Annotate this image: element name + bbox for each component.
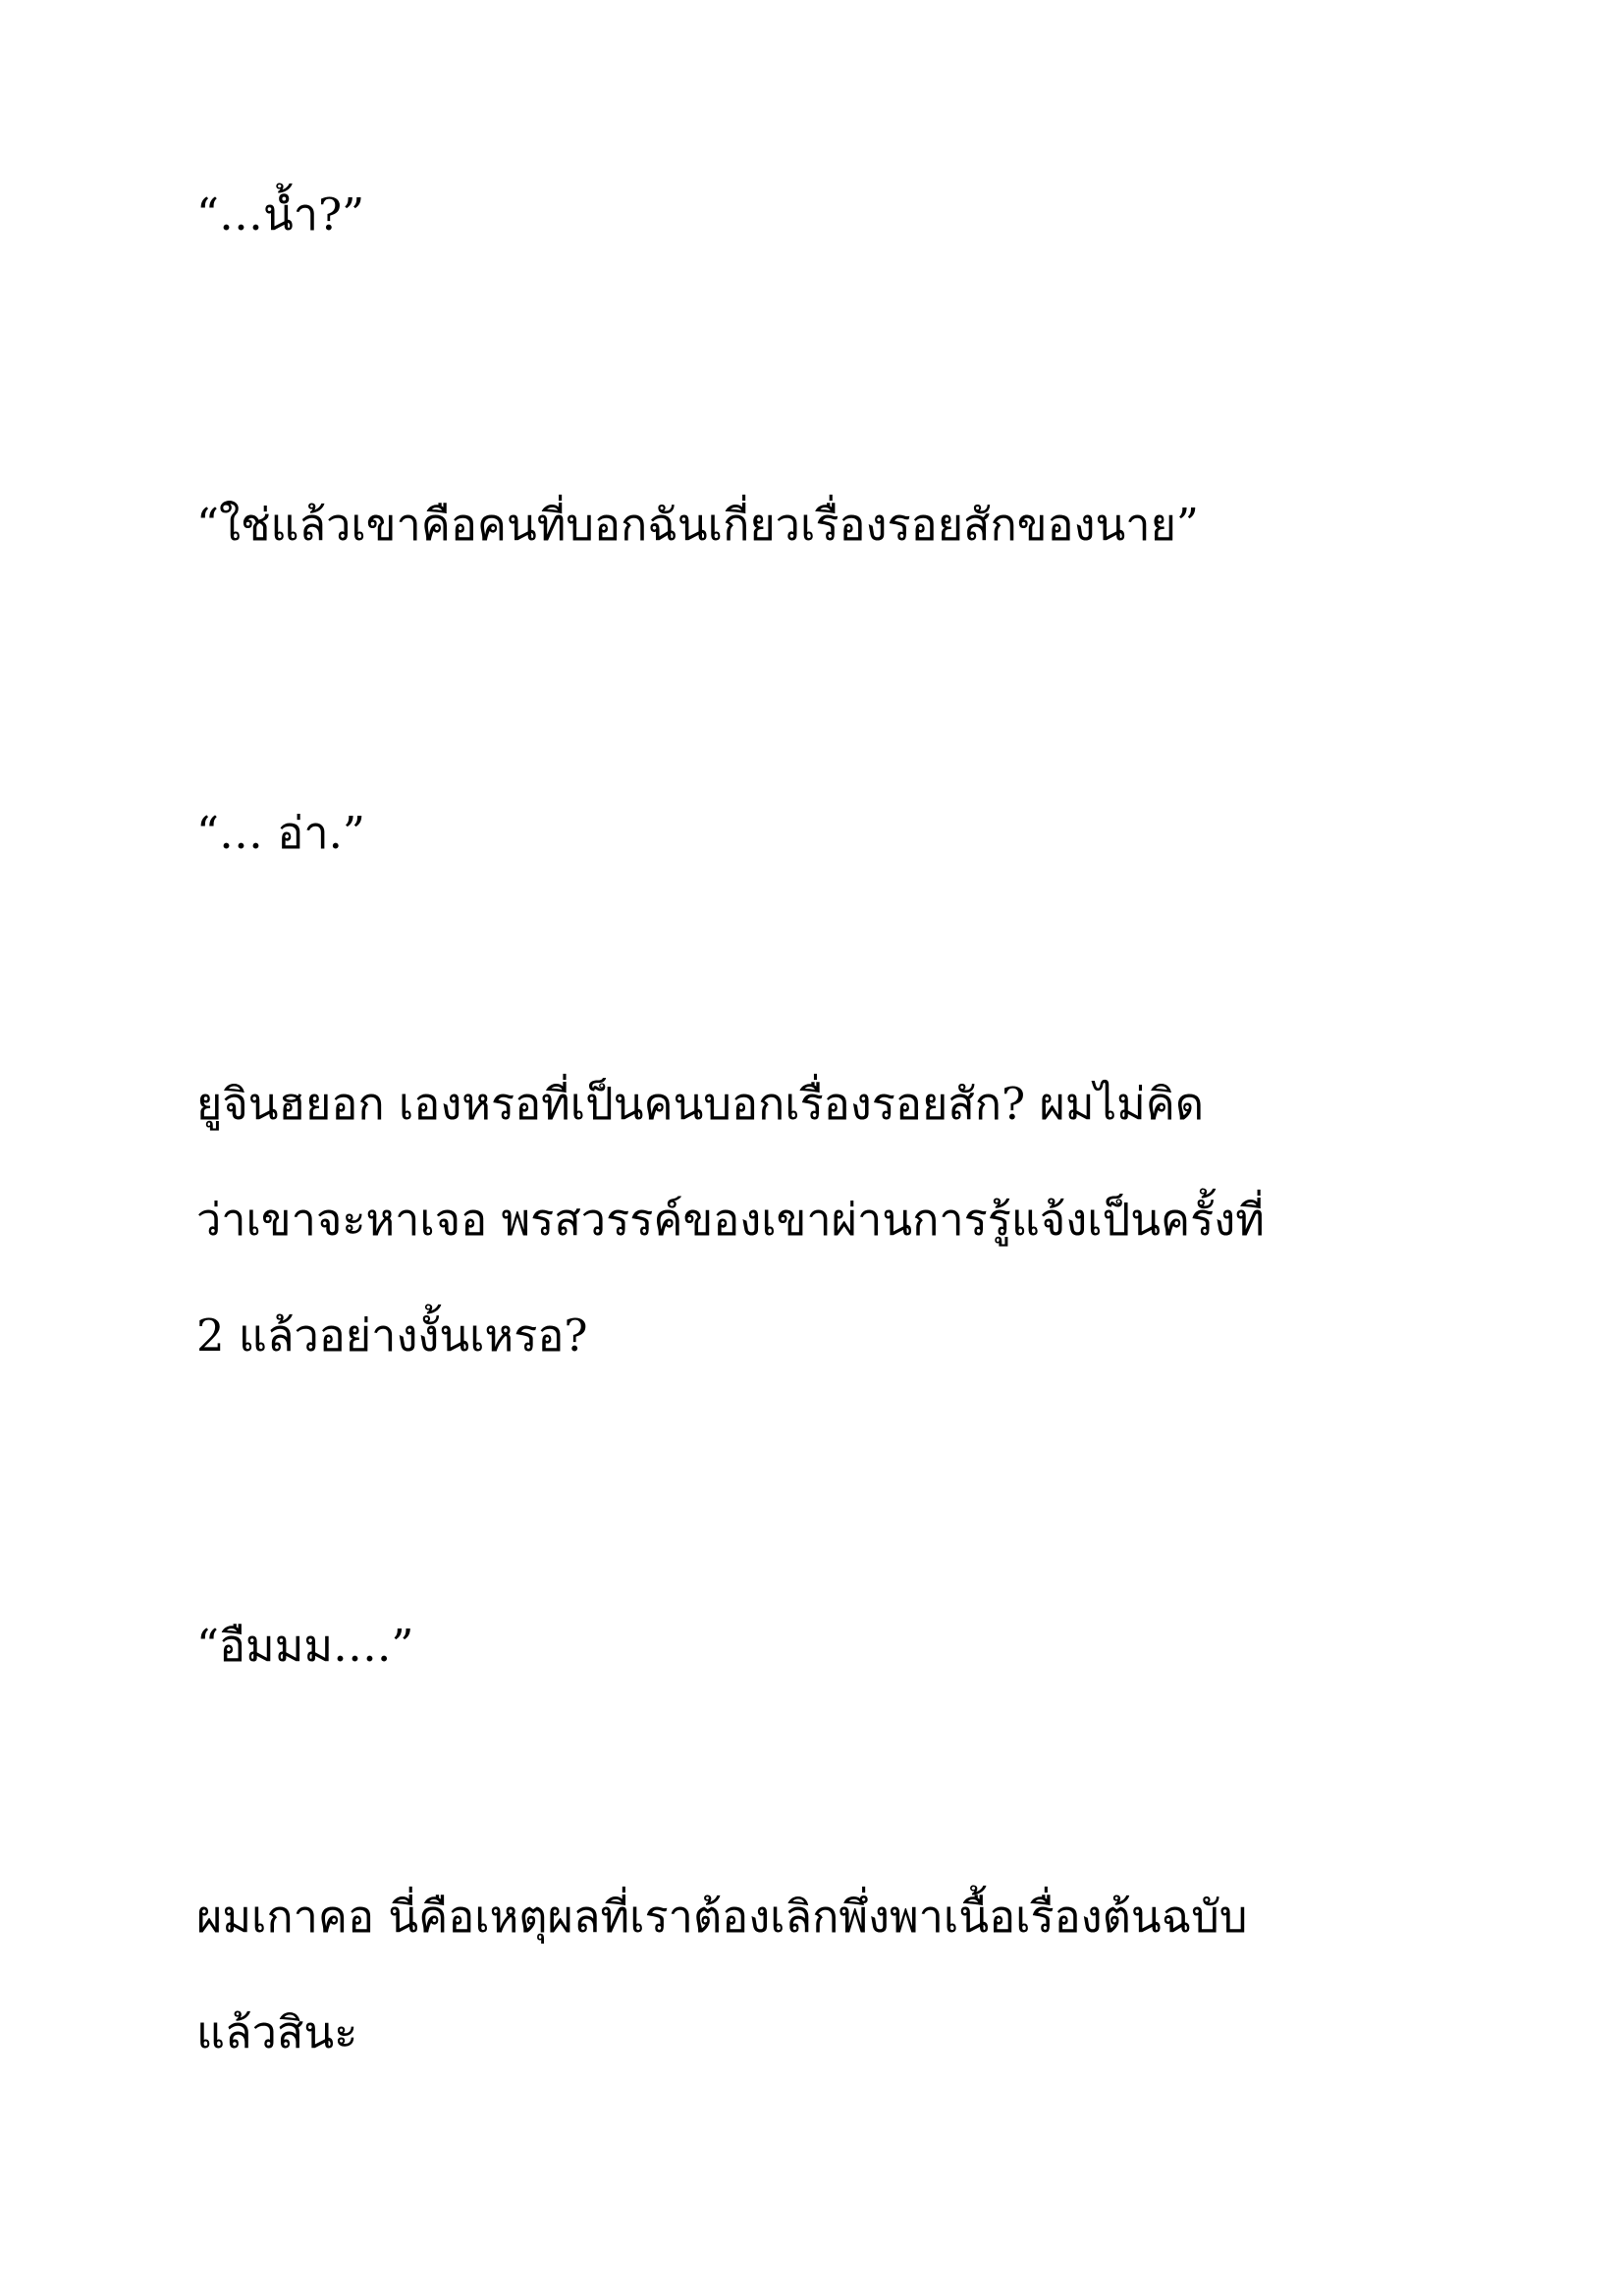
dialogue-paragraph: [196, 467, 1434, 583]
text-line: ผมเกาคอ นี่คือเหตุผลที่เราต้องเลิกพึ่งพาเนื้อเรื่องต้นฉบับ: [196, 1891, 1248, 1943]
text-line: “อืมมม….”: [196, 1620, 414, 1672]
dialogue-paragraph: [196, 1588, 1434, 1704]
text-line: “… อ่า.”: [196, 807, 365, 859]
text-line: ยูจินฮยอก เองหรอที่เป็นคนบอกเรื่องรอยสัก? ผมไม่คิด: [196, 1078, 1205, 1130]
text-line: 2 แล้วอย่างงั้นเหรอ?: [196, 1309, 588, 1362]
dialogue-paragraph: [196, 775, 1434, 891]
text-line: “ใช่แล้วเขาคือคนที่บอกฉันเกี่ยวเรื่องรอยสักของนาย”: [196, 499, 1199, 551]
text-line: ว่าเขาจะหาเจอ พรสวรรค์ของเขาผ่านการรู้แจ้งเป็นครั้งที่: [196, 1194, 1265, 1246]
narration-paragraph: [196, 1046, 1434, 1394]
text-line: แล้วสินะ: [196, 2006, 358, 2058]
dialogue-paragraph: [196, 157, 1434, 273]
text-line: “…น้ำ?”: [196, 188, 365, 240]
narration-paragraph: [196, 1859, 1434, 2091]
